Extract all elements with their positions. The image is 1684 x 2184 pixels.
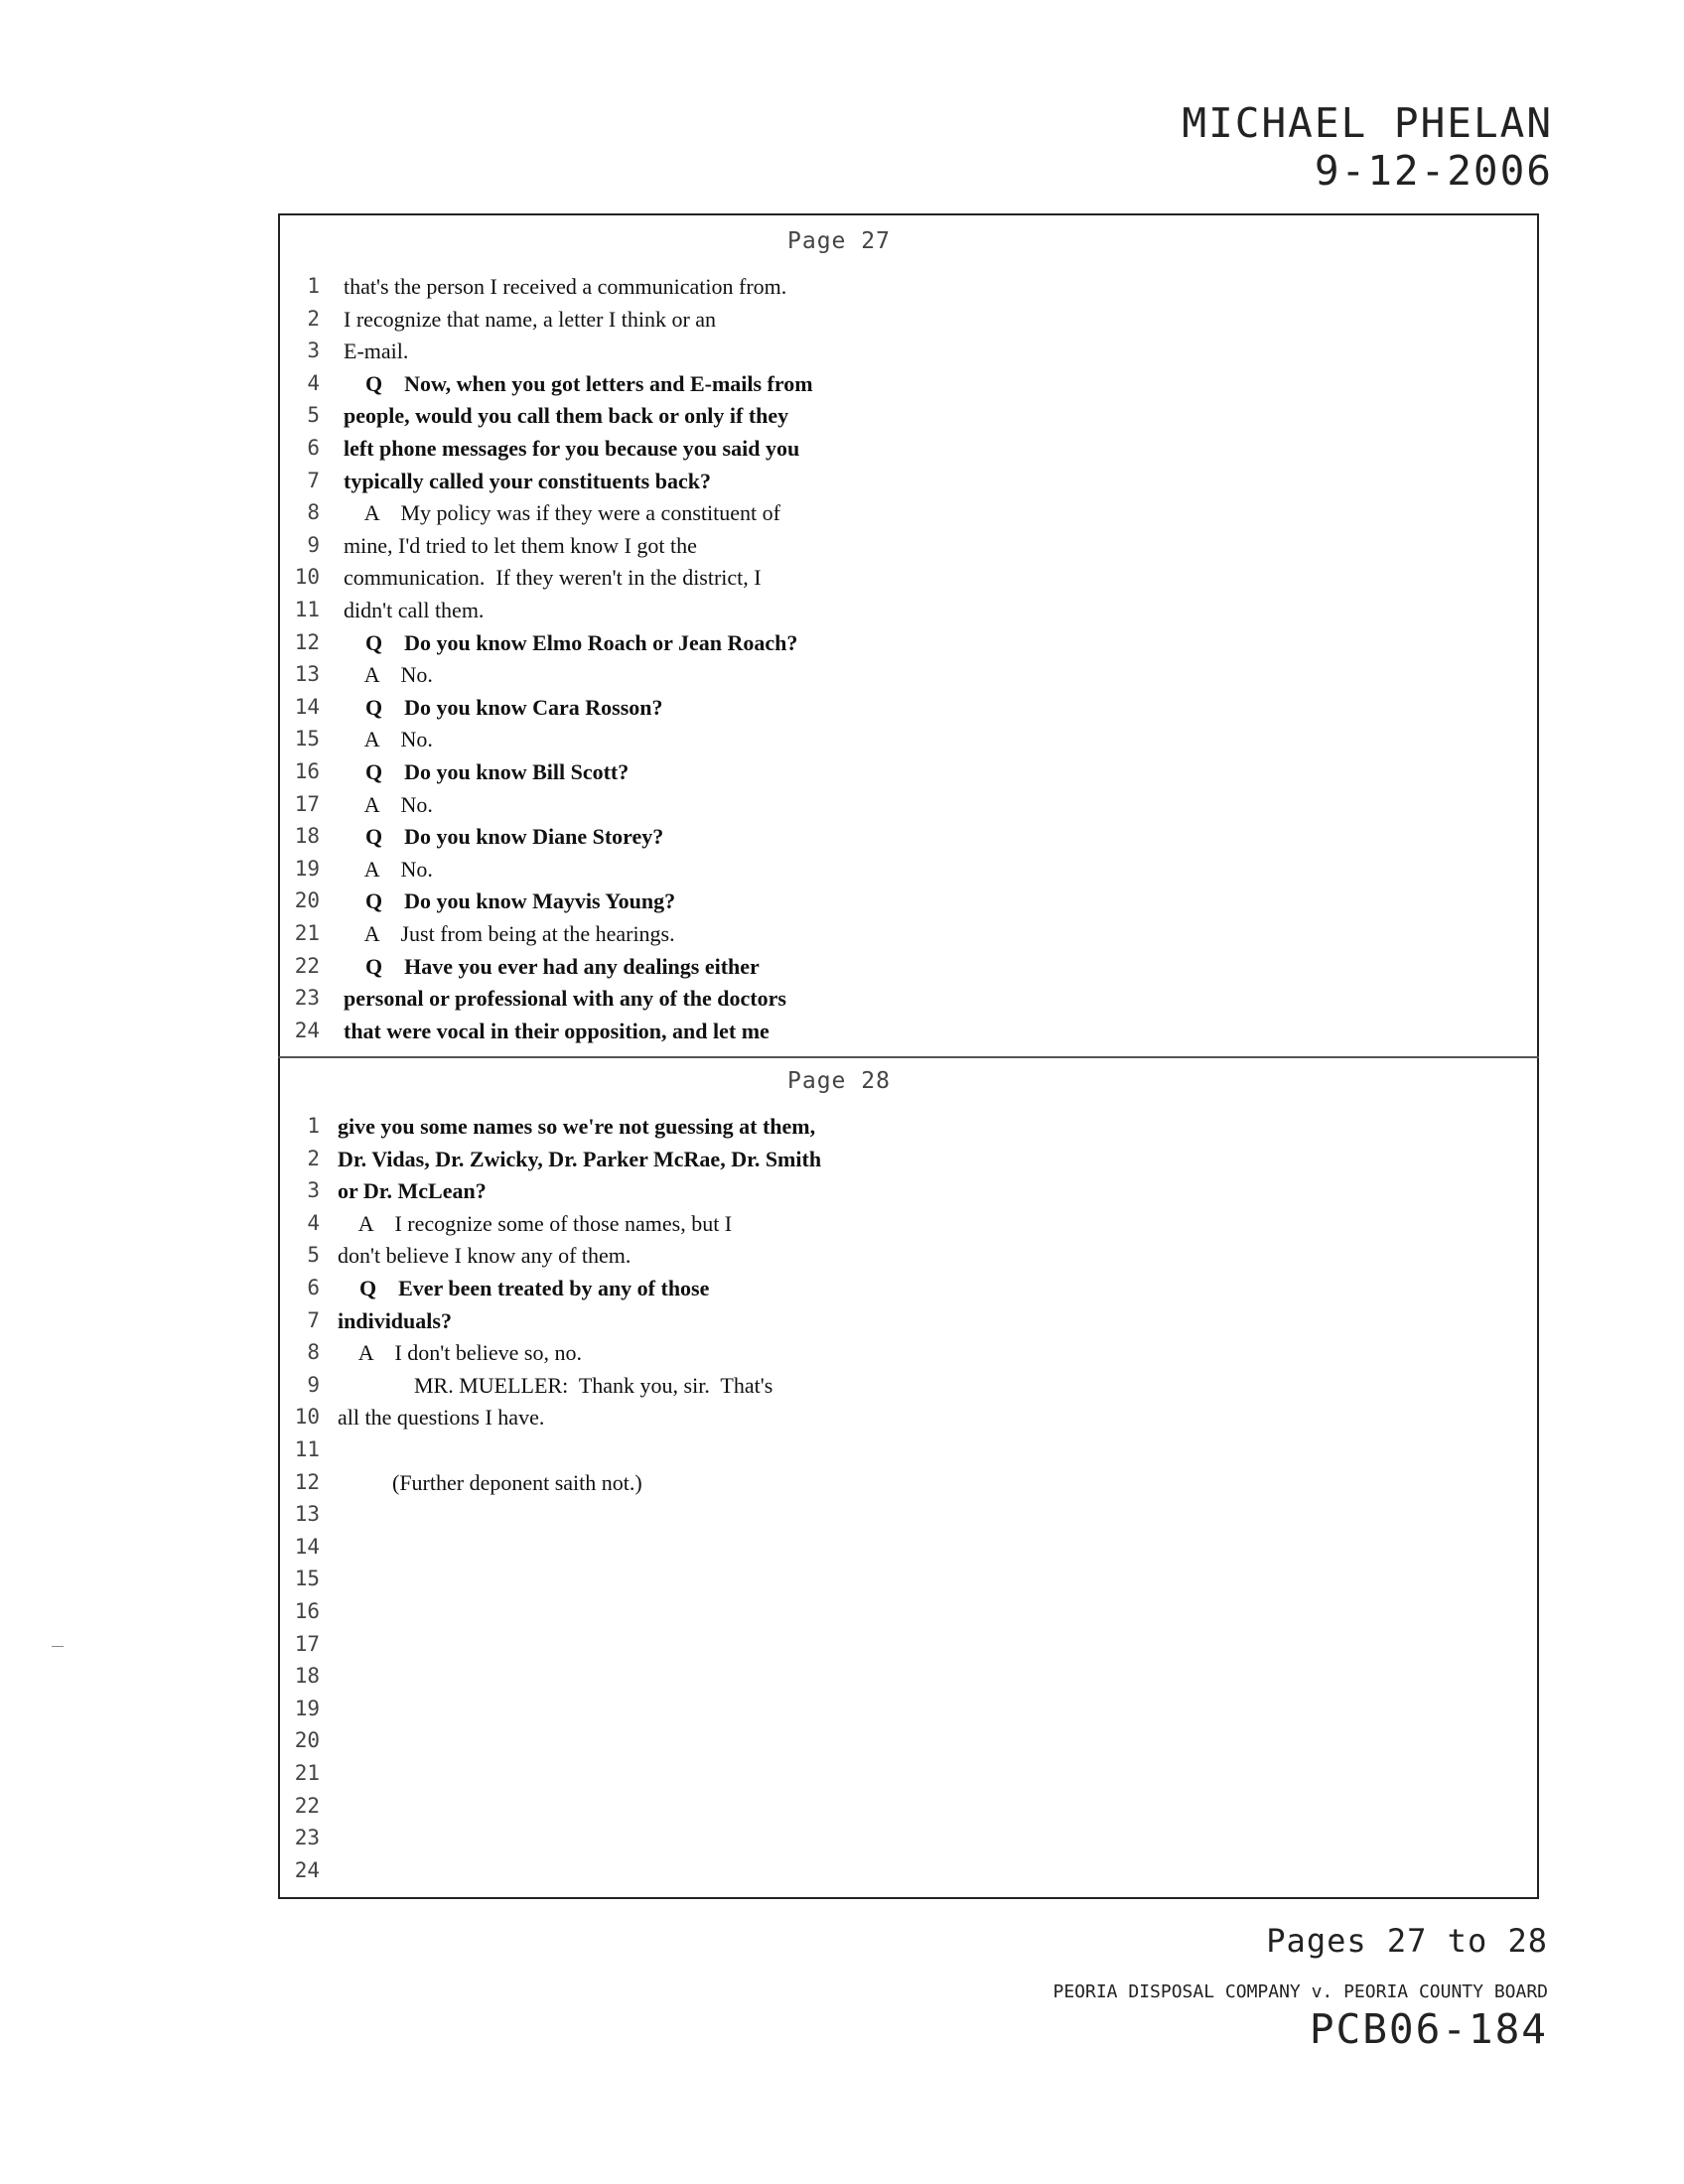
line-number: 12 <box>294 1469 320 1494</box>
line-text: that were vocal in their opposition, and let me <box>344 1018 770 1043</box>
transcript-line <box>0 1243 894 1275</box>
transcript-line <box>0 986 894 1018</box>
line-text: E-mail. <box>344 339 409 364</box>
page-label: Page 27 <box>787 228 891 254</box>
line-number: 6 <box>307 1276 320 1299</box>
line-number: 7 <box>307 468 320 492</box>
line-number: 23 <box>294 986 320 1011</box>
line-text: MR. MUELLER: Thank you, sir. That's <box>338 1372 773 1398</box>
line-number: 16 <box>294 1599 320 1623</box>
line-number: 3 <box>307 1178 320 1203</box>
line-text: Q Do you know Bill Scott? <box>344 759 630 784</box>
transcript-line <box>0 1502 894 1534</box>
transcript-line <box>0 1728 894 1760</box>
line-number: 19 <box>294 1696 320 1720</box>
transcript-line <box>0 436 894 468</box>
transcript-line <box>0 1405 894 1436</box>
line-number: 4 <box>307 370 320 395</box>
transcript-line <box>0 1794 894 1826</box>
line-text: don't believe I know any of them. <box>338 1243 632 1269</box>
line-number: 17 <box>294 791 320 816</box>
line-number: 6 <box>307 436 320 460</box>
transcript-line <box>0 630 894 662</box>
line-number: 1 <box>307 1114 320 1138</box>
line-number: 2 <box>307 1146 320 1170</box>
line-number: 22 <box>294 1793 320 1818</box>
line-text: typically called your constituents back? <box>344 468 711 493</box>
transcript-line <box>0 1437 894 1469</box>
transcript-line <box>0 533 894 565</box>
transcript-line <box>0 403 894 435</box>
transcript-line <box>0 1340 894 1372</box>
transcript-line <box>0 857 894 888</box>
line-text: A No. <box>344 791 433 817</box>
line-number: 21 <box>294 1761 320 1785</box>
transcript-line <box>0 921 894 953</box>
line-number: 15 <box>294 727 320 751</box>
transcript-line <box>0 565 894 597</box>
line-number: 5 <box>307 1243 320 1268</box>
transcript-line <box>0 695 894 727</box>
transcript-line <box>0 598 894 629</box>
line-text: A I don't believe so, no. <box>338 1340 582 1366</box>
line-number: 20 <box>294 1728 320 1753</box>
transcript-line <box>0 307 894 339</box>
line-text: mine, I'd tried to let them know I got the <box>344 532 697 558</box>
line-number: 15 <box>294 1567 320 1591</box>
transcript-line <box>0 500 894 532</box>
line-number: 11 <box>294 1437 320 1461</box>
transcript-line <box>0 1308 894 1340</box>
transcript-line <box>0 339 894 370</box>
line-text: give you some names so we're not guessing at them, <box>338 1114 816 1139</box>
line-text: that's the person I received a communication from. <box>344 274 787 299</box>
line-text: A No. <box>344 662 433 688</box>
line-number: 24 <box>294 1018 320 1042</box>
line-number: 4 <box>307 1210 320 1235</box>
transcript-line <box>0 1178 894 1210</box>
line-text: Q Do you know Diane Storey? <box>344 824 664 850</box>
line-number: 11 <box>294 598 320 621</box>
line-number: 9 <box>307 1372 320 1397</box>
line-number: 5 <box>307 403 320 428</box>
transcript-line <box>0 727 894 758</box>
line-number: 17 <box>294 1631 320 1656</box>
line-text: Q Ever been treated by any of those <box>338 1276 710 1300</box>
line-text: individuals? <box>338 1307 452 1333</box>
line-text: Q Do you know Cara Rosson? <box>344 694 663 720</box>
transcript-line <box>0 662 894 694</box>
transcript-line <box>0 888 894 920</box>
margin-mark <box>52 1646 64 1647</box>
page-range: Pages 27 to 28 <box>1266 1922 1548 1960</box>
line-number: 18 <box>294 1664 320 1689</box>
line-text: (Further deponent saith not.) <box>338 1469 642 1495</box>
line-number: 24 <box>294 1857 320 1882</box>
line-number: 2 <box>307 306 320 331</box>
line-number: 20 <box>294 888 320 913</box>
line-number: 18 <box>294 824 320 849</box>
line-number: 19 <box>294 856 320 881</box>
line-number: 7 <box>307 1307 320 1332</box>
line-number: 3 <box>307 339 320 363</box>
transcript-line <box>0 1535 894 1567</box>
page-label: Page 28 <box>787 1068 891 1094</box>
transcript-line <box>0 1632 894 1664</box>
line-text: Q Now, when you got letters and E-mails from <box>344 370 813 396</box>
transcript-line <box>0 792 894 824</box>
deposition-date: 9-12-2006 <box>1314 147 1553 195</box>
transcript-line <box>0 1697 894 1728</box>
line-number: 21 <box>294 921 320 945</box>
line-text: I recognize that name, a letter I think or an <box>344 306 717 332</box>
transcript-line <box>0 824 894 856</box>
transcript-line <box>0 1858 894 1890</box>
line-number: 14 <box>294 694 320 719</box>
transcript-line <box>0 1019 894 1050</box>
line-text: Q Have you ever had any dealings either <box>344 953 760 979</box>
transcript-line <box>0 1761 894 1793</box>
case-title: PEORIA DISPOSAL COMPANY v. PEORIA COUNTY BOARD <box>1052 1981 1548 2002</box>
line-number: 10 <box>294 565 320 590</box>
line-number: 10 <box>294 1405 320 1430</box>
transcript-line <box>0 1276 894 1307</box>
line-text: communication. If they weren't in the district, I <box>344 565 762 591</box>
transcript-line <box>0 1664 894 1696</box>
line-text: Dr. Vidas, Dr. Zwicky, Dr. Parker McRae, Dr. Smith <box>338 1146 822 1171</box>
page-divider <box>278 1056 1539 1058</box>
line-number: 8 <box>307 1340 320 1365</box>
line-number: 8 <box>307 500 320 525</box>
deponent-name: MICHAEL PHELAN <box>1182 99 1553 147</box>
line-text: A No. <box>344 727 433 752</box>
line-number: 13 <box>294 1502 320 1527</box>
transcript-line <box>0 469 894 500</box>
line-number: 16 <box>294 759 320 783</box>
transcript-line <box>0 1567 894 1598</box>
line-number: 13 <box>294 662 320 687</box>
line-text: left phone messages for you because you said you <box>344 436 800 461</box>
transcript-line <box>0 1211 894 1243</box>
transcript-line <box>0 1826 894 1857</box>
transcript-line <box>0 1373 894 1405</box>
line-text: or Dr. McLean? <box>338 1178 487 1204</box>
line-text: Q Do you know Mayvis Young? <box>344 888 676 914</box>
case-number: PCB06-184 <box>1309 2005 1548 2053</box>
line-text: Q Do you know Elmo Roach or Jean Roach? <box>344 629 798 655</box>
line-number: 14 <box>294 1534 320 1559</box>
line-text: A Just from being at the hearings. <box>344 921 675 946</box>
transcript-line <box>0 371 894 403</box>
transcript-line <box>0 274 894 306</box>
line-text: personal or professional with any of the doctors <box>344 986 786 1012</box>
line-text: didn't call them. <box>344 598 485 622</box>
transcript-line <box>0 1599 894 1631</box>
line-number: 12 <box>294 629 320 654</box>
line-number: 22 <box>294 953 320 978</box>
transcript-line <box>0 1147 894 1178</box>
transcript-line <box>0 759 894 791</box>
line-number: 9 <box>307 532 320 557</box>
line-number: 23 <box>294 1826 320 1850</box>
transcript-line <box>0 954 894 986</box>
transcript-line <box>0 1114 894 1146</box>
line-text: A No. <box>344 856 433 882</box>
line-number: 1 <box>307 274 320 298</box>
line-text: A I recognize some of those names, but I <box>338 1210 733 1236</box>
line-text: A My policy was if they were a constituent of <box>344 500 780 526</box>
line-text: people, would you call them back or only if they <box>344 403 789 429</box>
line-text: all the questions I have. <box>338 1405 545 1431</box>
transcript-line <box>0 1470 894 1502</box>
